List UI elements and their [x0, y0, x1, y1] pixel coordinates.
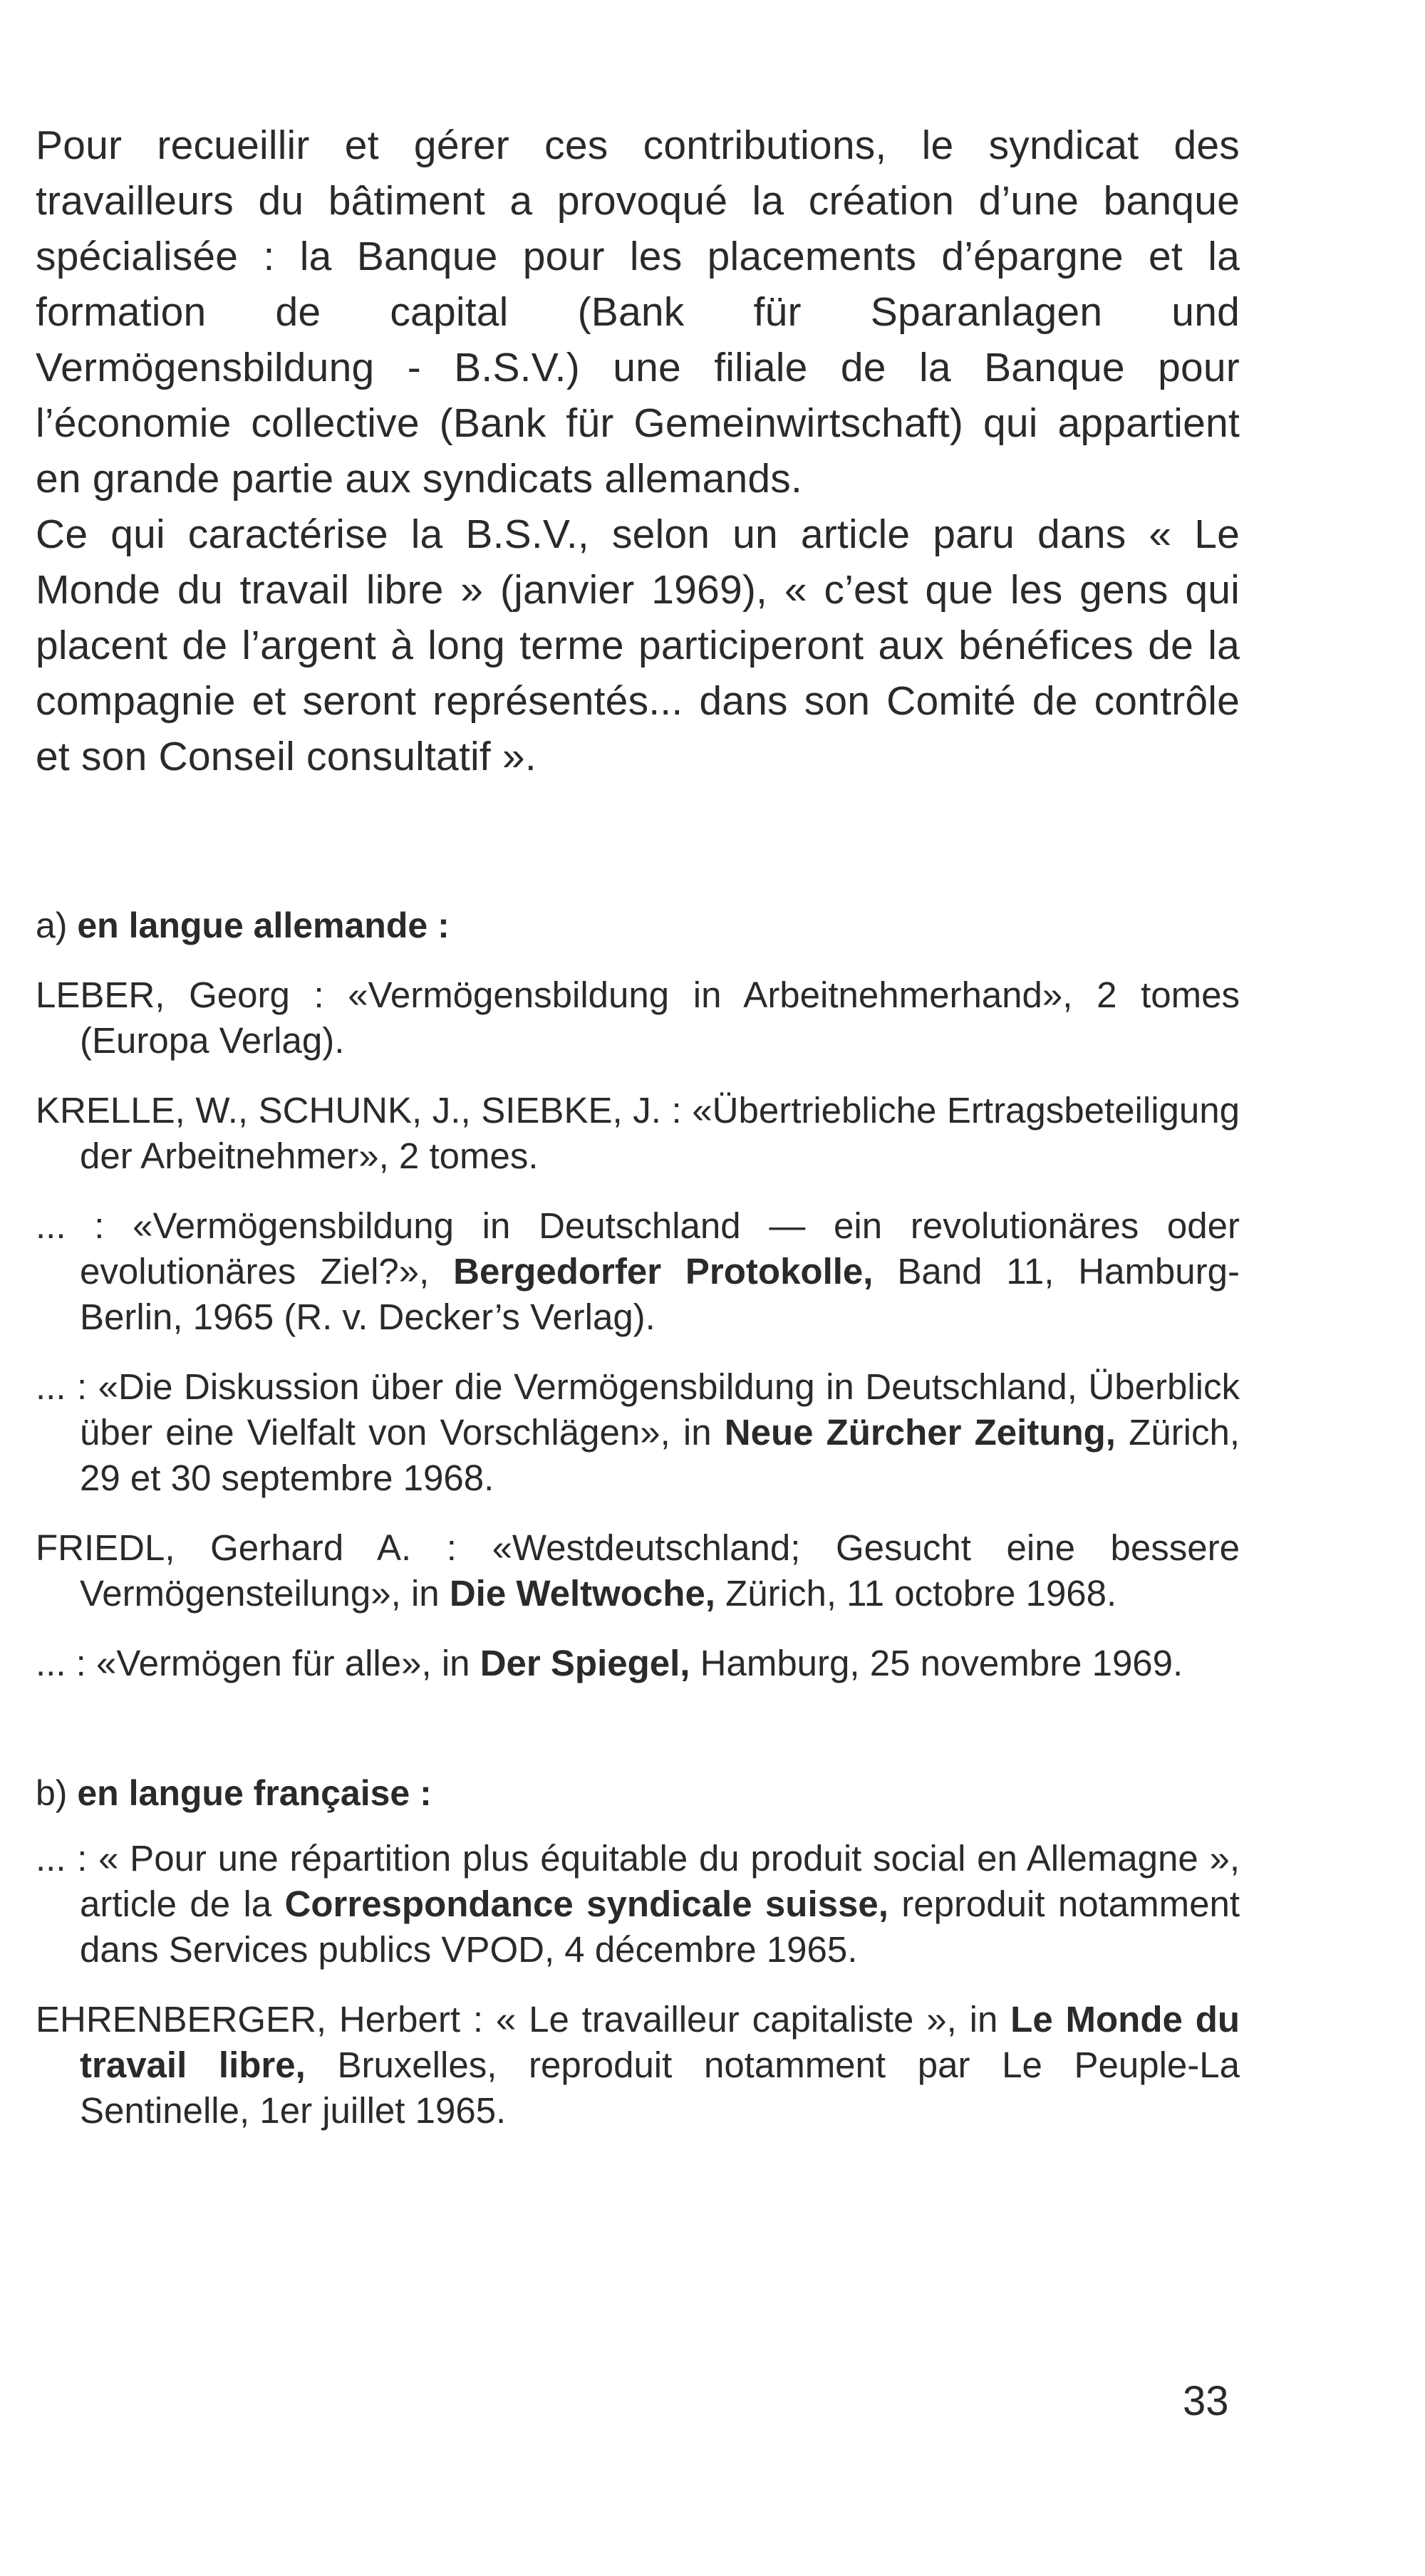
bibliography-entry	[36, 972, 1240, 1064]
publication-title: Bergedorfer Protokolle,	[453, 1251, 874, 1292]
entry-text: LEBER, Georg : «Vermögensbildung in Arbeitnehmerhand», 2 tomes (Europa Verlag).	[36, 975, 1240, 1061]
entry-text: ... : « Pour une répartition plus équitable du produit social en Allemagne », article de la	[36, 1838, 1240, 1924]
section-heading-french	[36, 1770, 1240, 1816]
section-heading-german	[36, 903, 1240, 948]
bibliography-entry	[36, 1641, 1240, 1686]
entry-text: EHRENBERGER, Herbert : « Le travailleur capitaliste », in	[36, 1999, 1011, 2040]
page-number: 33	[1183, 2378, 1229, 2424]
intro-text	[36, 118, 1240, 784]
section-label: a)	[36, 905, 68, 945]
bibliography-entry	[36, 1088, 1240, 1179]
bibliography-entry	[36, 1364, 1240, 1501]
publication-title: Der Spiegel,	[480, 1643, 690, 1683]
entry-details: Hamburg, 25 novembre 1969.	[690, 1643, 1183, 1683]
entry-details: Bruxelles, reproduit notamment par Le Peuple-La Sentinelle, 1er juillet 1965.	[80, 2045, 1240, 2131]
bibliography-entry	[36, 1997, 1240, 2134]
document-page	[36, 118, 1240, 2158]
intro-paragraph-1: Pour recueillir et gérer ces contributions, le syndicat des travailleurs du bâtiment a provoqué la création d’une banque spécialisée : la Banque pour les placements d’épargne et la formation de capital (Bank für Sparanlagen und Vermögensbildung - B.S.V.) une filiale de la Banque pour l’économie collective (Bank für Gemeinwirtschaft) qui appartient en grande partie aux syndicats allemands.	[36, 123, 1240, 502]
bibliography-entry	[36, 1203, 1240, 1340]
bibliography-french	[36, 1836, 1240, 2134]
entry-details: reproduit notamment dans Services publics VPOD, 4 décembre 1965.	[80, 1884, 1240, 1970]
entry-text: ... : «Vermögen für alle», in	[36, 1643, 480, 1683]
entry-text: ... : «Die Diskussion über die Vermögensbildung in Deutschland, Überblick über eine Vielfalt von Vorschlägen», in	[36, 1366, 1240, 1453]
intro-paragraph-2: Ce qui caractérise la B.S.V., selon un article paru dans « Le Monde du travail libre » (janvier 1969), « c’est que les gens qui placent de l’argent à long terme participeront aux bénéfices de la compagnie et seront représentés... dans son Comité de contrôle et son Conseil consultatif ».	[36, 511, 1240, 779]
bibliography-entry	[36, 1525, 1240, 1616]
section-title: en langue française :	[77, 1773, 432, 1813]
entry-details: Zürich, 29 et 30 septembre 1968.	[80, 1412, 1240, 1498]
section-title: en langue allemande :	[77, 905, 450, 945]
entry-text: KRELLE, W., SCHUNK, J., SIEBKE, J. : «Übertriebliche Ertragsbeteiligung der Arbeitnehmer», 2 tomes.	[36, 1090, 1240, 1176]
section-label: b)	[36, 1773, 68, 1813]
publication-title: Die Weltwoche,	[449, 1573, 715, 1614]
entry-text: FRIEDL, Gerhard A. : «Westdeutschland; Gesucht eine bessere Vermögensteilung», in	[36, 1527, 1240, 1614]
publication-title: Neue Zürcher Zeitung,	[724, 1412, 1116, 1453]
entry-details: Band 11, Hamburg-Berlin, 1965 (R. v. Decker’s Verlag).	[80, 1251, 1240, 1337]
publication-title: Correspondance syndicale suisse,	[284, 1884, 888, 1924]
bibliography-entry	[36, 1836, 1240, 1973]
bibliography-german	[36, 972, 1240, 1686]
entry-text: ... : «Vermögensbildung in Deutschland — ein revolutionäres oder evolutionäres Ziel?»,	[36, 1205, 1240, 1292]
publication-title: Le Monde du travail libre,	[80, 1999, 1240, 2085]
entry-details: Zürich, 11 octobre 1968.	[715, 1573, 1117, 1614]
